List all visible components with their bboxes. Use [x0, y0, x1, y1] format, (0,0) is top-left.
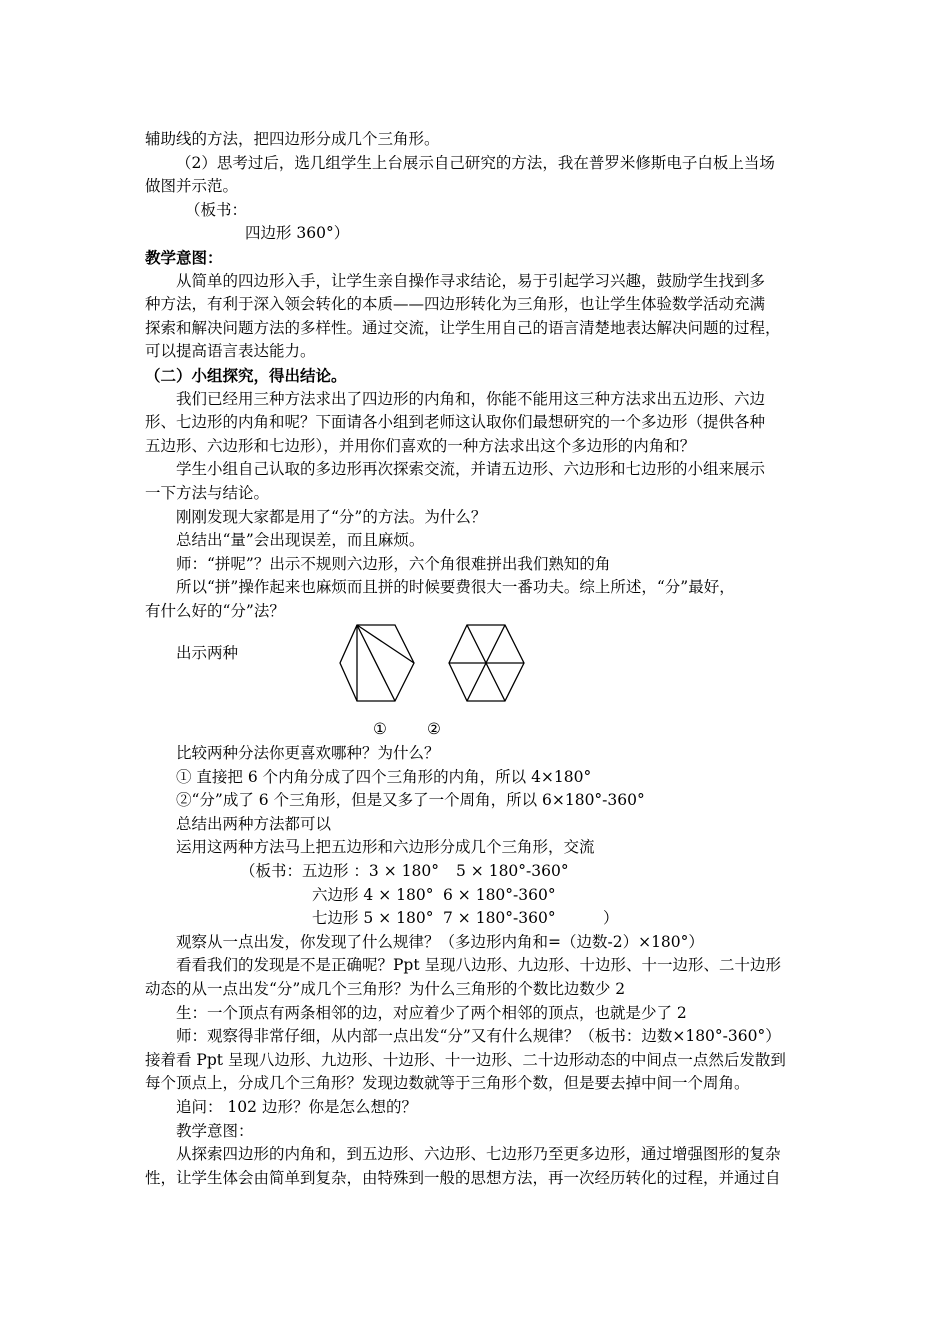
text-line: （2）思考过后，选几组学生上台展示自己研究的方法，我在普罗米修斯电子白板上当场	[176, 153, 775, 172]
text-line: 观察从一点出发，你发现了什么规律？（多边形内角和=（边数-2）×180°）	[176, 932, 704, 951]
text-line: 从简单的四边形入手，让学生亲自操作寻求结论，易于引起学习兴趣，鼓励学生找到多	[176, 271, 766, 290]
text-line: 种方法，有利于深入领会转化的本质——四边形转化为三角形，也让学生体验数学活动充满	[145, 295, 766, 314]
text-line: （板书：	[185, 200, 248, 219]
text-line: 教学意图：	[176, 1121, 254, 1140]
text-line: 比较两种分法你更喜欢哪种？为什么？	[176, 744, 440, 763]
board-table-row	[145, 860, 810, 884]
table-cell: 6 × 180°-360°	[443, 885, 556, 904]
text-line: 总结出两种方法都可以	[176, 814, 332, 833]
text-line: 从探索四边形的内角和，到五边形、六边形、七边形乃至更多边形，通过增强图形的复杂	[176, 1145, 781, 1164]
figure-numbers	[145, 718, 810, 742]
text-line: 四边形 360°）	[245, 224, 350, 243]
text-line: 辅助线的方法，把四边形分成几个三角形。	[145, 130, 440, 148]
table-cell: 5 × 180°-360°	[456, 862, 569, 881]
text-line: ① 直接把 6 个内角分成了四个三角形的内角，所以 4×180°	[176, 767, 592, 786]
board-table-row	[145, 907, 810, 931]
text-line: ②“分”成了 6 个三角形，但是又多了一个周角，所以 6×180°-360°	[176, 791, 645, 810]
text-line: 刚刚发现大家都是用了“分”的方法。为什么？	[176, 507, 487, 526]
text-line: 做图并示范。	[145, 177, 239, 196]
figure-number: ②	[427, 720, 441, 739]
table-cell: 六边形 4 × 180°	[312, 885, 434, 904]
document-page	[145, 128, 810, 1190]
figure-label: 出示两种	[176, 644, 239, 663]
hexagon-center-diagram	[447, 623, 527, 705]
text-line: 有什么好的“分”法？	[145, 601, 285, 620]
text-line: 生：一个顶点有两条相邻的边，对应着少了两个相邻的顶点，也就是少了 2	[176, 1003, 687, 1022]
text-line: 我们已经用三种方法求出了四边形的内角和，你能不能用这三种方法求出五边形、六边	[176, 389, 766, 408]
text-line: 师：“拼呢”？出示不规则六边形，六个角很难拼出我们熟知的角	[176, 554, 611, 573]
text-line: 总结出“量”会出现误差，而且麻烦。	[176, 531, 425, 550]
text-line: 追问： 102 边形？你是怎么想的？	[176, 1097, 417, 1116]
figure-number: ①	[373, 720, 387, 739]
text-line: 一下方法与结论。	[145, 483, 270, 502]
text-line: 形、七边形的内角和呢？下面请各小组到老师这认取你们最想研究的一个多边形（提供各种	[145, 413, 766, 432]
text-line: 所以“拼”操作起来也麻烦而且拼的时候要费很大一番功夫。综上所述，“分”最好，	[176, 578, 735, 597]
text-line: 可以提高语言表达能力。	[145, 342, 316, 361]
text-line: 性，让学生体会由简单到复杂，由特殊到一般的思想方法，再一次经历转化的过程，并通过自	[145, 1168, 781, 1187]
text-line: 每个顶点上，分成几个三角形？发现边数就等于三角形个数，但是要去掉中间一个周角。	[145, 1074, 750, 1093]
section-heading: 教学意图：	[145, 247, 223, 267]
text-line: 学生小组自己认取的多边形再次探索交流，并请五边形、六边形和七边形的小组来展示	[176, 460, 766, 479]
table-cell: （板书：五边形 ：3 × 180°	[240, 862, 439, 881]
text-line: 动态的从一点出发“分”成几个三角形？为什么三角形的个数比边数少 2	[145, 980, 626, 998]
text-line: 五边形、六边形和七边形），并用你们喜欢的一种方法求出这个多边形的内角和？	[145, 436, 696, 455]
text-line: 运用这两种方法马上把五边形和六边形分成几个三角形，交流	[176, 838, 595, 857]
text-line: 接着看 Ppt 呈现八边形、九边形、十边形、十一边形、二十边形动态的中间点一点然后发散到	[145, 1050, 786, 1069]
text-line: 师：观察得非常仔细，从内部一点出发“分”又有什么规律？（板书：边数×180°-360°）	[176, 1027, 781, 1046]
hexagon-diagonals-diagram	[339, 623, 419, 705]
board-table-row	[145, 884, 810, 908]
table-cell: ）	[603, 909, 619, 928]
hexagon-figure-row	[145, 623, 810, 718]
text-line: 探索和解决问题方法的多样性。通过交流，让学生用自己的语言清楚地表达解决问题的过程，	[145, 318, 781, 337]
text-line: 看看我们的发现是不是正确呢？Ppt 呈现八边形、九边形、十边形、十一边形、二十边形	[176, 956, 782, 975]
table-cell: 七边形 5 × 180°	[312, 909, 434, 928]
table-cell: 7 × 180°-360°	[443, 909, 556, 928]
section-heading: （二）小组探究，得出结论。	[145, 365, 347, 385]
